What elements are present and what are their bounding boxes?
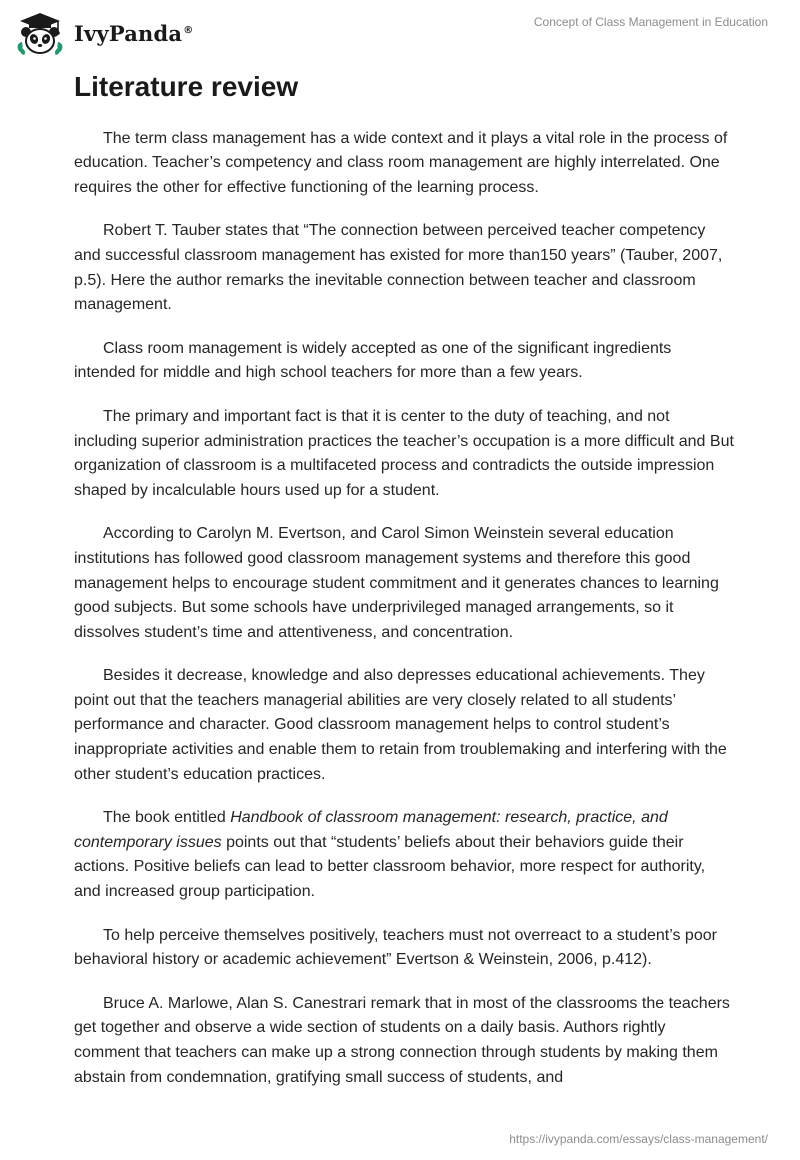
paragraph-2: Robert T. Tauber states that “The connection between perceived teacher competency and successful classroom management has existed for more than150 years” (Tauber, 2007, p.5). Here the author remarks the inevitable connection between teacher and classroom management. (74, 222, 723, 314)
section-heading: Literature review (74, 71, 299, 102)
panda-graduation-cap-icon (14, 8, 66, 58)
source-url-link[interactable]: https://ivypanda.com/essays/class-management/ (509, 1132, 768, 1146)
ivypanda-logo[interactable] (14, 8, 193, 58)
paragraph-6: Besides it decrease, knowledge and also depresses educational achievements. They point out that the teachers managerial abilities are very closely related to all students’ performance and character. Good classroom management helps to control student’s inappropriate activities and enable them to retain from troublemaking and interfering with the other student’s education practices. (74, 667, 727, 783)
brand-name: IvyPanda® (74, 20, 194, 46)
paragraph-4: The primary and important fact is that it is center to the duty of teaching, and not including superior administration practices the teacher’s occupation is a more difficult and But organization of classroom is a multifaceted process and contradicts the outside impression shaped by incalculable hours used up for a student. (74, 407, 734, 499)
article-body (74, 70, 734, 1109)
paragraph-7-rest: points out that “students’ beliefs about their behaviors guide their actions. Positive beliefs can lead to better classroom behavior, more respect for authority, and increased group participation. (74, 833, 706, 901)
book-title: Handbook of classroom management: research, practice, and contemporary issues (74, 809, 668, 851)
paragraph-1: The term class management has a wide context and it plays a vital role in the process of education. Teacher’s competency and class room management are highly interrelated. One requires the other for effective functioning of the learning process. (74, 129, 728, 196)
paragraph-7-lead: The book entitled (103, 809, 231, 827)
paragraph-8: To help perceive themselves positively, teachers must not overreact to a student’s poor behavioral history or academic achievement” Evertson & Weinstein, 2006, p.412). (74, 926, 717, 969)
paragraph-5: According to Carolyn M. Evertson, and Carol Simon Weinstein several education institutions has followed good classroom management systems and therefore this good management helps to encourage student commitment and it generates chances to learning good subjects. But some schools have underprivileged managed arrangements, so it dissolves student’s time and attentiveness, and concentration. (74, 525, 719, 641)
paragraph-9: Bruce A. Marlowe, Alan S. Canestrari remark that in most of the classrooms the teachers get together and observe a wide section of students on a daily basis. Authors rightly comment that teachers can make up a strong connection through students by making them abstain from condemnation, gratifying small success of students, and (74, 994, 730, 1086)
paragraph-7 (74, 806, 734, 904)
document-title: Concept of Class Management in Education (533, 15, 768, 29)
registered-mark: ® (183, 24, 194, 36)
paragraph-3: Class room management is widely accepted as one of the significant ingredients intended for middle and high school teachers for more than a few years. (74, 339, 672, 382)
page-header (0, 0, 800, 60)
